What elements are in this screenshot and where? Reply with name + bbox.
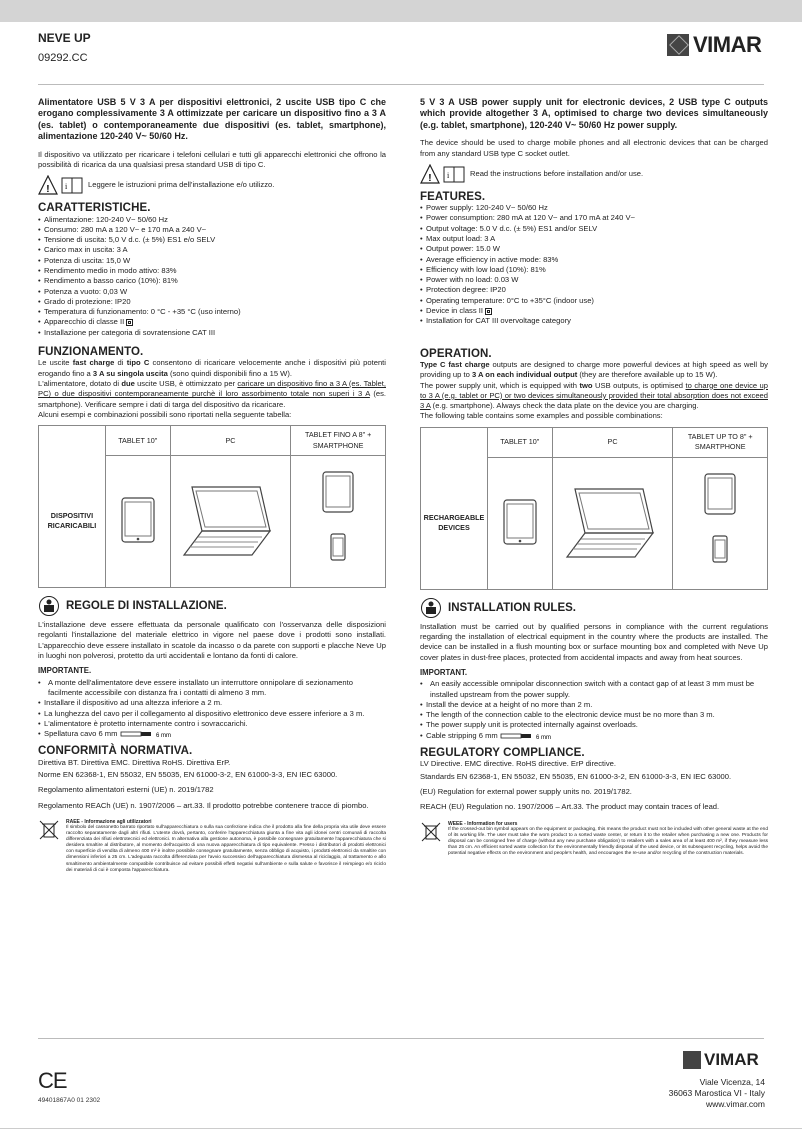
features-title-en: FEATURES. xyxy=(420,190,486,203)
svg-text:!: ! xyxy=(428,172,432,184)
installer-icon xyxy=(420,598,442,618)
operation-p3-it: Alcuni esempi e combinazioni possibili sono riportati nella seguente tabella: xyxy=(38,409,292,419)
table-header-tablet-smartphone: TABLET UP TO 8" + SMARTPHONE xyxy=(673,427,768,457)
regulatory-3-en: (EU) Regulation for external power supply units no. 2019/1782. xyxy=(420,786,632,796)
feature-item: • Potenza a vuoto: 0,03 W xyxy=(38,287,386,297)
vimar-logo-footer xyxy=(683,1050,759,1070)
product-name: NEVE UP xyxy=(38,31,91,45)
installer-icon xyxy=(38,596,60,616)
document-code: 49401867A0 01 2302 xyxy=(38,1097,101,1104)
operation-p2-it: L'alimentatore, dotato di due uscite USB, è ottimizzato per caricare un dispositivo fino a 3 A (es. Tablet, PC) o due dispositivi contemporaneamente purchè il loro assorbimento totale non superi i 3 A (es. smartphone). Verificare sempre i dati di targa del dispositivo da ricaricare. xyxy=(38,378,386,409)
features-title-it: CARATTERISTICHE. xyxy=(38,202,151,215)
install-desc-en: Installation must be carried out by qualified persons in compliance with the current regulations regarding the installation of electrical equipment in the country where the products are installed. The device can be installed in a flush mounting box or surface mounting box and completed with Neve Up cover plates in dust-free places, protected from accidental impacts and away from heat sources. xyxy=(420,621,768,662)
warning-it xyxy=(38,175,386,195)
address-line-1: Viale Vicenza, 14 xyxy=(699,1077,765,1087)
features-list-it xyxy=(38,215,386,339)
important-item: • The length of the connection cable to the electronic device must be no more than 3 m. xyxy=(420,710,768,720)
svg-text:i: i xyxy=(447,170,450,180)
product-code: 09292.CC xyxy=(38,52,88,64)
class-ii-icon xyxy=(126,319,133,326)
svg-text:!: ! xyxy=(46,184,50,196)
tablet-icon xyxy=(503,499,537,545)
feature-item: • Efficiency with low load (10%): 81% xyxy=(420,265,768,275)
cable-strip-icon xyxy=(120,730,178,738)
regulatory-title-it: CONFORMITÀ NORMATIVA. xyxy=(38,745,193,758)
desc-it: Il dispositivo va utilizzato per ricaricare i telefoni cellulari e tutti gli apparecchi elettronici che offrono la possibilità di ricarica da una qualsiasi presa standard USB di tipo C. xyxy=(38,149,386,169)
ce-mark: CE xyxy=(38,1068,67,1093)
important-item: • L'alimentatore è protetto internamente contro i sovraccarichi. xyxy=(38,719,386,729)
footer-divider xyxy=(38,1038,764,1039)
laptop-icon xyxy=(182,483,278,557)
tablet-smartphone-icon xyxy=(700,472,740,572)
devices-table-en xyxy=(420,427,768,590)
weee-text-it: Il simbolo del cassonetto barrato riportato sull'apparecchiatura o sulla sua confezione indica che il prodotto alla fine della propria vita utile deve essere raccolto separatamente dagli altri rifiuti. L'utente dovrà, pertanto, conferire l'apparecchiatura giunta a fine vita agli idonei centri comunali di raccolta differenziata dei rifiuti elettrotecnici ed elettronici. In alternativa alla gestione autonoma, è possibile consegnare gratuitamente l'apparecchiatura che si desidera smaltire al distributore, al momento dell'acquisto di una nuova apparecchiatura di tipo equivalente. Presso i distributori di prodotti elettronici con superficie di vendita di almeno 400 m² è inoltre possibile consegnare gratuitamente, senza obbligo di acquisto, i prodotti elettronici da smaltire con dimensioni inferiori a 25 cm. L'adeguata raccolta differenziata per l'avvio successivo dell'apparecchiatura dismessa al riciclaggio, al trattamento e allo smaltimento ambientalmente compatibile contribuisce ad evitare possibili effetti negativi sull'ambiente e sulla salute e favorisce il reimpiego e/o riciclo dei materiali di cui è composta l'apparecchiatura. xyxy=(66,825,386,873)
intro-it: Alimentatore USB 5 V 3 A per dispositivi elettronici, 2 uscite USB tipo C che erogano complessivamente 3 A ottimizzate per caricare un dispositivo fino a 3 A (es. tablet) o contemporaneamente due dispositivi (es. tablet, smartphone), alimentazione 120-240 V~ 50/60 Hz. xyxy=(38,97,386,142)
table-header-tablet: TABLET 10" xyxy=(487,427,552,457)
vimar-logo-icon xyxy=(683,1051,701,1069)
tablet-icon xyxy=(121,497,155,543)
table-row-label: DISPOSITIVI RICARICABILI xyxy=(39,456,106,588)
weee-it xyxy=(38,819,386,874)
laptop-icon xyxy=(565,485,661,559)
important-item: • Spellatura cavo 6 mm 6 mm xyxy=(38,729,386,739)
install-title-it: REGOLE DI INSTALLAZIONE. xyxy=(38,596,386,616)
feature-item: • Consumo: 280 mA a 120 V~ e 170 mA a 240 V~ xyxy=(38,225,386,235)
devices-table-it xyxy=(38,425,386,588)
feature-item: • Apparecchio di classe II xyxy=(38,317,386,327)
feature-item: • Grado di protezione: IP20 xyxy=(38,297,386,307)
important-item: • A monte dell'alimentatore deve essere installato un interruttore onnipolare di sezionamento facilmente accessibile con distanza fra i contatti di almeno 3 mm. xyxy=(38,678,386,699)
strip-label: 6 mm xyxy=(155,733,171,739)
feature-item: • Output voltage: 5.0 V d.c. (± 5%) ES1 and/or SELV xyxy=(420,224,768,234)
operation-p1-en: Type C fast charge outputs are designed to charge more powerful devices at high speed as well by providing up to 3 A on each individual output (they are therefore available up to 15 W). xyxy=(420,359,768,380)
vimar-logo xyxy=(667,32,761,58)
address-line-2: 36063 Marostica VI - Italy xyxy=(668,1088,765,1098)
table-header-tablet: TABLET 10" xyxy=(105,426,170,456)
operation-title-en: OPERATION. xyxy=(420,347,492,360)
weee-en xyxy=(420,821,768,858)
desc-en: The device should be used to charge mobile phones and all electronic devices that can be charged from any standard USB type C socket outlet. xyxy=(420,138,768,158)
feature-item: • Tensione di uscita: 5,0 V d.c. (± 5%) ES1 e/o SELV xyxy=(38,235,386,245)
important-item: • The power supply unit is protected internally against overloads. xyxy=(420,720,768,730)
warning-text-en: Read the instructions before installation and/or use. xyxy=(470,168,644,178)
feature-item: • Installazione per categoria di sovratensione CAT III xyxy=(38,328,386,338)
install-desc-it: L'installazione deve essere effettuata da personale qualificato con l'osservanza delle disposizioni regolanti l'installazione del materiale elettrico in vigore nel paese dove i prodotti sono installati. L'apparecchio deve essere installato in scatole da incasso o da parete con supporti e placche Neve Up in luoghi non polverosi, protetto da urti accidentali e lontano da fonti di calore. xyxy=(38,620,386,661)
regulatory-4-it: Regolamento REACh (UE) n. 1907/2006 – art.33. Il prodotto potrebbe contenere tracce di piombo. xyxy=(38,800,369,810)
regulatory-1-it: Direttiva BT. Direttiva EMC. Direttiva RoHS. Direttiva ErP. xyxy=(38,757,231,767)
top-bar xyxy=(0,0,802,22)
website: www.vimar.com xyxy=(705,1099,765,1109)
feature-item: • Max output load: 3 A xyxy=(420,234,768,244)
operation-p2-en: The power supply unit, which is equipped with two USB outputs, is optimised to charge one device up to 3 A (e.g. tablet or PC) or two devices simultaneously provided their total absorption does not exceed 3 A (e.g. smartphone). Always check the data plate on the device you are charging. xyxy=(420,380,769,411)
important-item: • Installare il dispositivo ad una altezza inferiore a 2 m. xyxy=(38,698,386,708)
important-item: • An easily accessible omnipolar disconnection switch with a contact gap of at least 3 mm must be installed upstream from the power supply. xyxy=(420,679,768,700)
feature-item: • Installation for CAT III overvoltage category xyxy=(420,316,768,326)
table-header-pc: PC xyxy=(552,427,673,457)
header-divider xyxy=(38,84,764,85)
crossed-bin-icon xyxy=(420,821,442,843)
strip-label: 6 mm xyxy=(535,734,551,740)
feature-item: • Power consumption: 280 mA at 120 V~ and 170 mA at 240 V~ xyxy=(420,213,768,223)
weee-text-en: If the crossed-out bin symbol appears on the equipment or packaging, this means the product must not be included with other general waste at the end of its working life. The user must take the worn product to a sorted waste center, or return it to the retailer when purchasing a new one. Products for disposal can be consigned free of charge (without any new purchase obligation) to retailers with a sales area of at least 400 m², if they measure less than 25 cm. An efficient sorted waste collection for the environmentally friendly disposal of the used device, or its subsequent recycling, helps avoid the potential negative effects on the environment and people's health, and encourages the re-use and/or recycling of the construction materials. xyxy=(448,826,768,856)
feature-item: • Power with no load: 0.03 W xyxy=(420,275,768,285)
features-list-en xyxy=(420,203,768,327)
feature-item: • Carico max in uscita: 3 A xyxy=(38,245,386,255)
install-title-en: INSTALLATION RULES. xyxy=(420,598,768,618)
warning-en xyxy=(420,164,768,184)
tablet-smartphone-icon xyxy=(318,470,358,570)
operation-title-it: FUNZIONAMENTO. xyxy=(38,346,144,359)
feature-item: • Rendimento medio in modo attivo: 83% xyxy=(38,266,386,276)
regulatory-title-en: REGULATORY COMPLIANCE. xyxy=(420,747,585,760)
vimar-logo-icon xyxy=(667,34,689,56)
important-item: • La lunghezza del cavo per il collegamento al dispositivo elettronico deve essere inferiore a 3 m. xyxy=(38,709,386,719)
cable-strip-icon xyxy=(500,732,558,740)
important-title-it: IMPORTANTE. xyxy=(38,666,92,676)
feature-item: • Temperatura di funzionamento: 0 °C - +35 °C (uso interno) xyxy=(38,307,386,317)
english-column xyxy=(420,97,768,857)
weee-title-en: WEEE - Information for users xyxy=(448,820,518,827)
operation-p3-en: The following table contains some examples and possible combinations: xyxy=(420,411,663,421)
feature-item: • Device in class II xyxy=(420,306,768,316)
feature-item: • Average efficiency in active mode: 83% xyxy=(420,255,768,265)
weee-title-it: RAEE - Informazione agli utilizzatori xyxy=(66,818,152,825)
feature-item: • Potenza di uscita: 15,0 W xyxy=(38,256,386,266)
warning-book-icon xyxy=(420,164,466,184)
feature-item: • Alimentazione: 120-240 V~ 50/60 Hz xyxy=(38,215,386,225)
italian-column xyxy=(38,97,386,874)
regulatory-3-it: Regolamento alimentatori esterni (UE) n. 2019/1782 xyxy=(38,785,214,795)
vimar-logo-text: VIMAR xyxy=(693,32,762,57)
important-item: • Cable stripping 6 mm 6 mm xyxy=(420,731,768,741)
regulatory-2-it: Norme EN 62368-1, EN 55032, EN 55035, EN 61000-3-2, EN 61000-3-3, EN IEC 63000. xyxy=(38,770,338,780)
warning-text-it: Leggere le istruzioni prima dell'installazione e/o utilizzo. xyxy=(88,180,275,190)
table-header-tablet-smartphone: TABLET FINO A 8" + SMARTPHONE xyxy=(291,426,386,456)
feature-item: • Rendimento a basso carico (10%): 81% xyxy=(38,276,386,286)
table-header-pc: PC xyxy=(170,426,291,456)
important-list-en xyxy=(420,679,768,741)
class-ii-icon xyxy=(485,308,492,315)
important-list-it xyxy=(38,678,386,740)
table-row-label: RECHARGEABLE DEVICES xyxy=(421,457,488,589)
feature-item: • Output power: 15.0 W xyxy=(420,244,768,254)
intro-en: 5 V 3 A USB power supply unit for electronic devices, 2 USB type C outputs which provide altogether 3 A, optimised to charge two devices simultaneously (e.g. tablet, smartphone), 120-240 V~ 50/60 Hz power supply. xyxy=(420,97,768,130)
bottom-line xyxy=(0,1128,802,1129)
feature-item: • Power supply: 120-240 V~ 50/60 Hz xyxy=(420,203,768,213)
important-title-en: IMPORTANT. xyxy=(420,667,468,677)
regulatory-2-en: Standards EN 62368-1, EN 55032, EN 55035, EN 61000-3-2, EN 61000-3-3, EN IEC 63000. xyxy=(420,771,732,781)
operation-p1-it: Le uscite fast charge di tipo C consentono di ricaricare velocemente anche i dispositivi più potenti erogando fino a 3 A su singola uscita (sono quindi disponibili fino a 15 W). xyxy=(38,358,386,378)
regulatory-1-en: LV Directive. EMC directive. RoHS directive. ErP directive. xyxy=(420,759,616,769)
company-address xyxy=(600,1077,765,1110)
regulatory-4-en: REACH (EU) Regulation no. 1907/2006 – Art.33. The product may contain traces of lead. xyxy=(420,802,720,812)
important-item: • Install the device at a height of no more than 2 m. xyxy=(420,700,768,710)
vimar-logo-text: VIMAR xyxy=(704,1050,759,1069)
warning-book-icon xyxy=(38,175,84,195)
crossed-bin-icon xyxy=(38,819,60,841)
svg-text:i: i xyxy=(65,182,68,192)
feature-item: • Operating temperature: 0°C to +35°C (indoor use) xyxy=(420,296,768,306)
feature-item: • Protection degree: IP20 xyxy=(420,285,768,295)
